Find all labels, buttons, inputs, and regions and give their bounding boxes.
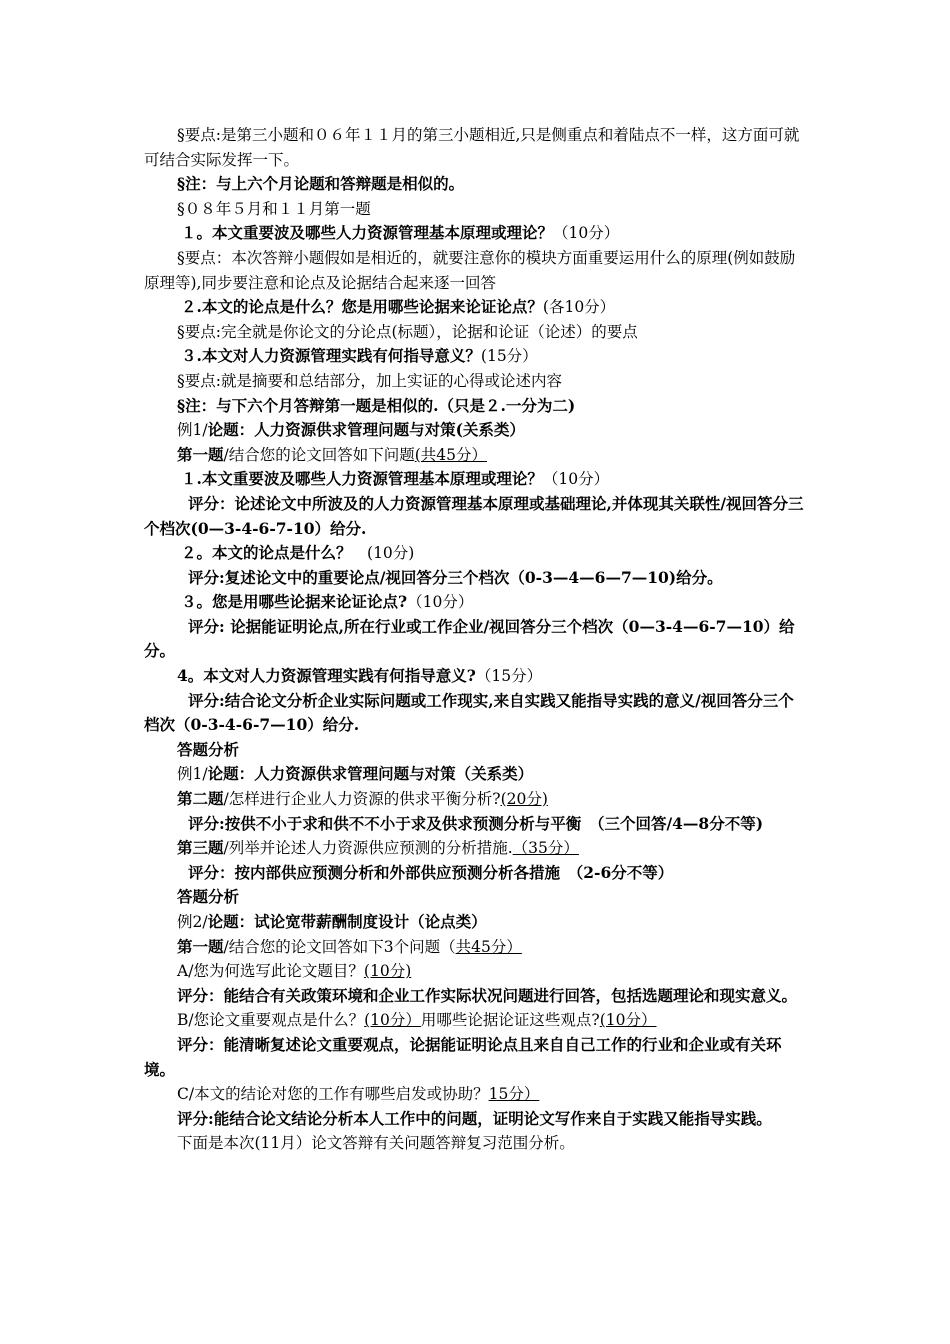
closing-note: 下面是本次(11月）论文答辩有关问题答辩复习范围分析。	[177, 1134, 575, 1153]
question-3: ３.本文对人力资源管理实践有何指导意义？(15分）	[181, 346, 538, 366]
paragraph-note-1: §要点:是第三小题和０６年１１月的第三小题相近,只是侧重点和着陆点不一样，这方面可就可结合实际发挥一下。	[144, 126, 800, 169]
analysis-heading-2: 答题分析	[177, 887, 240, 907]
example-1-question-1: 第一题/结合您的论文回答如下问题(共45分）	[177, 444, 488, 464]
example-2-sub-a: A/您为何选写此论文题目？(10分)	[177, 962, 412, 981]
scoring-2: 评分:复述论文中的重要论点/视回答分三个档次（0-3—4—6—7—10)给分。	[188, 567, 723, 587]
example-2-sub-b: B/您论文重要观点是什么？(10分）用哪些论据论证这些观点?(10分）	[177, 1011, 657, 1030]
scoring-6: 评分：按内部供应预测分析和外部供应预测分析各措施 （2-6分不等）	[188, 862, 674, 882]
section-heading-first-question: §０８年５月和１１月第一题	[177, 199, 371, 218]
paragraph-note-4: §要点:完全就是你论文的分论点(标题），论据和论证（论述）的要点	[177, 322, 638, 341]
paragraph-note-6: §注：与下六个月答辩第一题是相似的.（只是２.一分为二)	[177, 395, 576, 415]
example-1-question-2: 第二题/怎样进行企业人力资源的供求平衡分析?(20分)	[177, 789, 548, 809]
paragraph-note-5: §要点:就是摘要和总结部分，加上实证的心得或论述内容	[177, 371, 562, 390]
example-1-title: 例1/论题：人力资源供求管理问题与对策(关系类）	[177, 420, 525, 440]
example-1-title-repeat: 例1/论题：人力资源供求管理问题与对策（关系类）	[177, 764, 534, 784]
example-2-question-1: 第一题/结合您的论文回答如下3个问题（共45分）	[177, 936, 522, 956]
paragraph-note-2: §注：与上六个月论题和答辩题是相似的。	[177, 174, 465, 194]
question-2: ２.本文的论点是什么？您是用哪些论据来论证论点？(各10分）	[181, 297, 616, 317]
scoring-7: 评分：能结合有关政策环境和企业工作实际状况问题进行回答，包括选题理论和现实意义。	[177, 985, 798, 1005]
scoring-3: 评分: 论据能证明论点,所在行业或工作企业/视回答分三个档次（0—3-4—6-7—10）给分。	[144, 616, 795, 661]
scoring-9: 评分:能结合论文结论分析本人工作中的问题，证明论文写作来自于实践又能指导实践。	[177, 1108, 772, 1128]
example-1-question-3: 第三题/列举并论述人力资源供应预测的分析措施.（35分）	[177, 838, 579, 858]
paragraph-note-3: §要点：本次答辩小题假如是相近的，就要注意你的模块方面重要运用什么的原理(例如鼓励原理等),同步要注意和论点及论据结合起来逐一回答	[144, 248, 796, 292]
example-2-title: 例2/论题：试论宽带薪酬制度设计（论点类）	[177, 912, 487, 931]
scoring-1: 评分：论述论文中所波及的人力资源管理基本原理或基础理论,并体现其关联性/视回答分三个档次(0—3-4-6-7-10）给分.	[144, 493, 804, 538]
question-1: １。本文重要波及哪些人力资源管理基本原理或理论？（10分）	[181, 223, 620, 243]
sub-question-1: １.本文重要波及哪些人力资源管理基本原理或理论？（10分）	[181, 469, 610, 489]
sub-question-4: 4。本文对人力资源管理实践有何指导意义?（15分）	[177, 666, 543, 686]
analysis-heading-1: 答题分析	[177, 739, 240, 759]
sub-question-3: ３。您是用哪些论据来论证论点?（10分）	[181, 592, 474, 612]
example-2-sub-c: C/本文的结论对您的工作有哪些启发或协助？15分）	[177, 1085, 540, 1104]
scoring-4: 评分:结合论文分析企业实际问题或工作现实,来自实践又能指导实践的意义/视回答分三个档次（0-3-4-6-7—10）给分.	[144, 690, 794, 735]
document-page	[144, 123, 808, 1156]
sub-question-2: ２。本文的论点是什么？ (10分)	[181, 543, 415, 563]
scoring-5: 评分:按供不小于求和供不不小于求及供求预测分析与平衡 （三个回答/4—8分不等)	[188, 813, 764, 833]
scoring-8: 评分：能清晰复述论文重要观点，论据能证明论点且来自自己工作的行业和企业或有关环境。	[144, 1034, 782, 1079]
